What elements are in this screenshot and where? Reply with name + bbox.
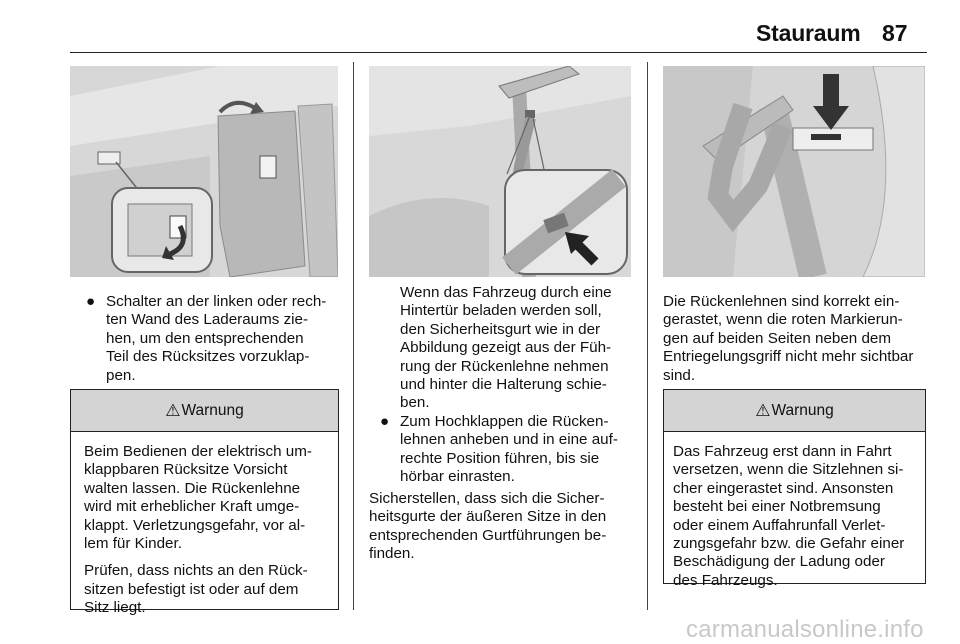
header-divider — [70, 52, 927, 53]
bullet-symbol: ● — [86, 293, 96, 310]
warning-body — [71, 432, 338, 618]
warning-title: Warnung — [771, 401, 834, 419]
seat-switch-illustration — [70, 66, 338, 277]
bullet-symbol: ● — [380, 413, 390, 430]
warning-paragraph: Das Fahrzeug erst dann in Fahrt versetzen, wenn die Sitzlehnen si- cher eingerastet sind. Ansonsten besteht bei einer Notbremsung oder einem Auffahrunfall Verlet- zungsgefahr bzw. die Gefahr einer Beschädigung der Ladung oder des Fahrzeugs. — [673, 443, 905, 589]
seat-belt-illustration — [369, 66, 631, 277]
column-divider-1 — [353, 62, 354, 610]
warning-box — [70, 389, 339, 617]
warning-header — [71, 390, 338, 432]
page-number: 87 — [882, 20, 908, 46]
warning-box — [663, 389, 926, 589]
figure-seat-belt-guide — [369, 66, 631, 277]
column-divider-2 — [647, 62, 648, 610]
instruction-text: Wenn das Fahrzeug durch eine Hintertür beladen werden soll, den Sicherheitsgurt wie in der Abbildung gezeigt aus der Füh- rung der Rückenlehne nehmen und hinter die Halterung schie- ben. — [400, 284, 612, 412]
backrest-lock-illustration — [663, 66, 925, 277]
body-paragraph: Sicherstellen, dass sich die Sicher- heitsgurte der äußeren Sitze in den entsprechenden Gurtführungen be- finden. — [369, 490, 607, 563]
warning-title: Warnung — [181, 401, 244, 419]
warning-icon: ⚠ — [755, 400, 771, 420]
figure-seat-release-switch — [70, 66, 338, 277]
instruction-text: Zum Hochklappen die Rücken- lehnen anheben und in eine auf- rechte Position führen, bis sie hörbar einrasten. — [400, 413, 618, 486]
warning-body — [664, 432, 925, 590]
body-paragraph: Die Rückenlehnen sind korrekt ein- gerastet, wenn die roten Markierun- gen auf beiden Seiten neben dem Entriegelungsgriff nicht mehr sichtbar sind. — [663, 293, 914, 384]
section-title: Stauraum — [756, 20, 861, 46]
warning-paragraph: Prüfen, dass nichts an den Rück- sitzen befestigt ist oder auf dem Sitz liegt. — [84, 562, 308, 617]
watermark-text: carmanualsonline.info — [686, 616, 924, 643]
warning-icon: ⚠ — [165, 400, 181, 420]
figure-backrest-lock — [663, 66, 925, 277]
warning-paragraph: Beim Bedienen der elektrisch um- klappbaren Rücksitze Vorsicht walten lassen. Die Rückenlehne wird mit erheblicher Kraft umge- klappt. Verletzungsgefahr, vor al- lem für Kinder. — [84, 443, 312, 553]
instruction-text: Schalter an der linken oder rech- ten Wand des Laderaums zie- hen, um den entsprechenden Teil des Rücksitzes vorzuklap- pen. — [106, 293, 327, 384]
warning-header — [664, 390, 925, 432]
